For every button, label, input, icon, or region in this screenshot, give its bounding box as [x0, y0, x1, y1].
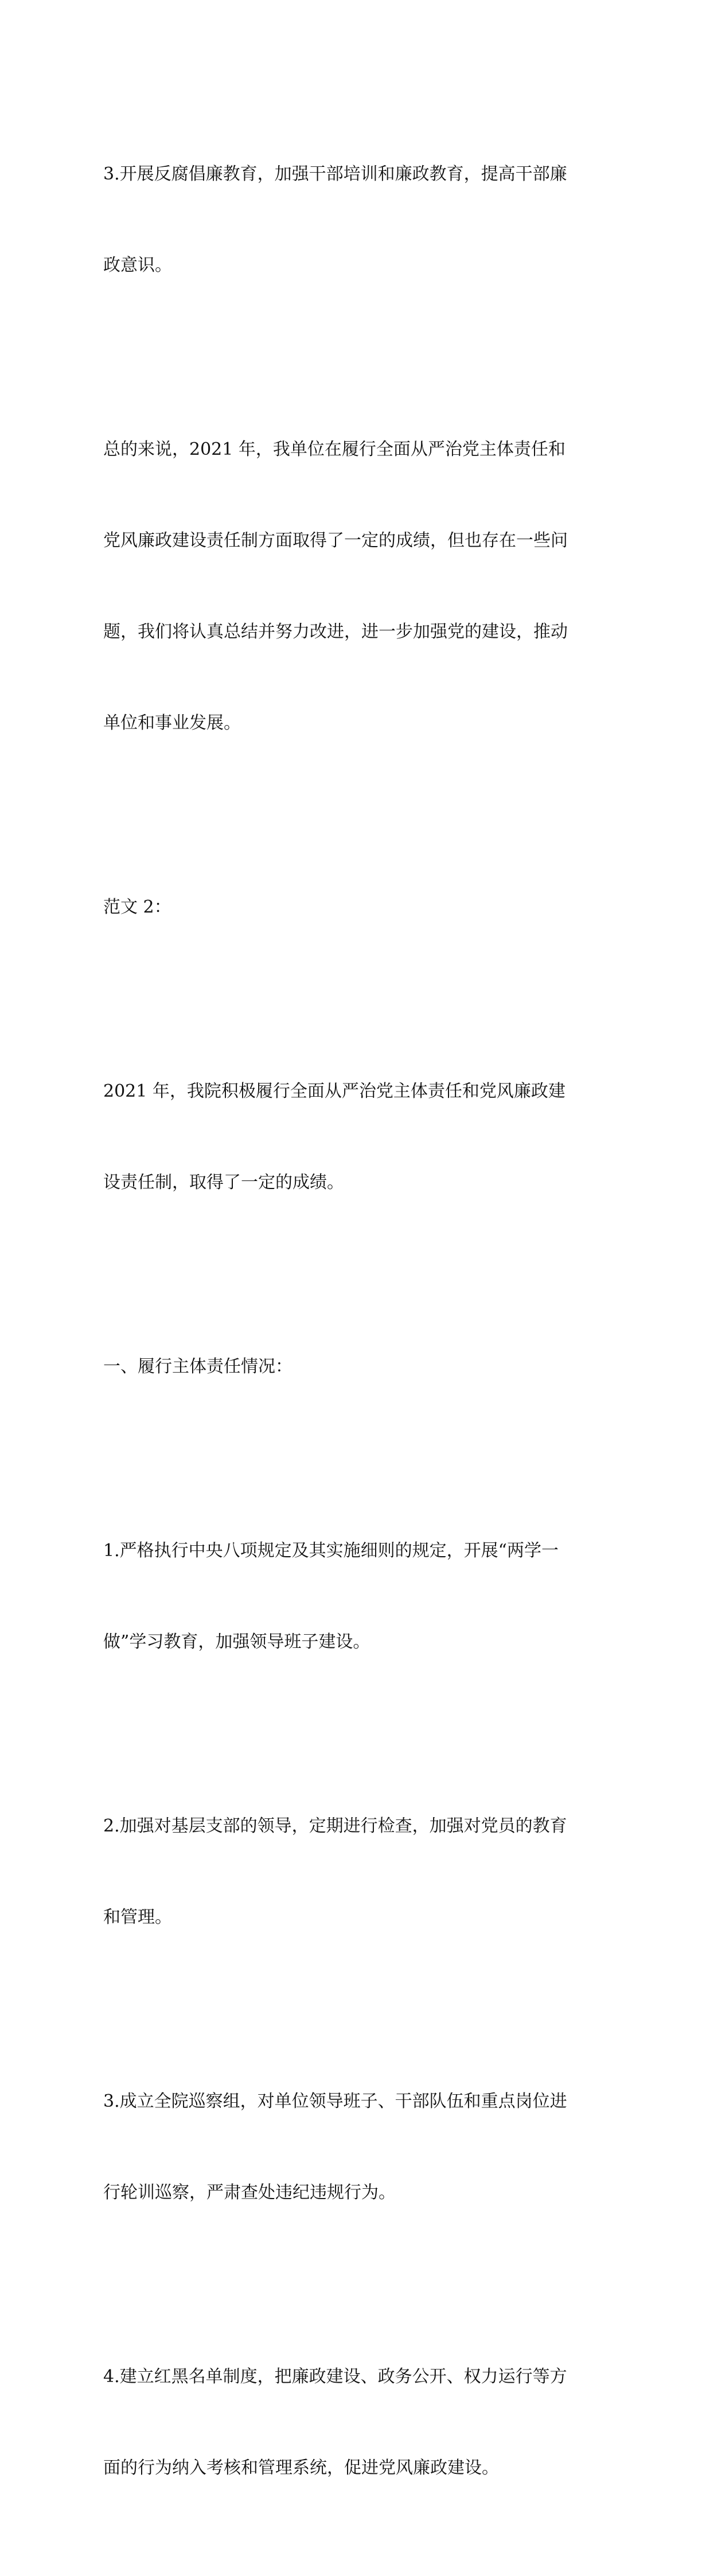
text-line: 总的来说，2021 年，我单位在履行全面从严治党主体责任和 [103, 439, 566, 459]
text-line: 党风廉政建设责任制方面取得了一定的成绩，但也存在一些问 [103, 531, 568, 551]
text-line: 2021 年，我院积极履行全面从严治党主体责任和党风廉政建 [103, 1081, 566, 1101]
text-line: 做”学习教育，加强领导班子建设。 [103, 1632, 370, 1652]
text-line: 和管理。 [103, 1907, 172, 1927]
text-line: 2.加强对基层支部的领导，定期进行检查，加强对党员的教育 [103, 1816, 567, 1836]
document-body [103, 98, 602, 2576]
paragraph-item-1 [103, 1475, 602, 1718]
paragraph-intro-2021 [103, 1015, 602, 1258]
text-line: 范文 2： [103, 897, 171, 917]
paragraph-item-2 [103, 1750, 602, 1993]
text-line: 行轮训巡察，严肃查处违纪违规行为。 [103, 2183, 396, 2203]
section-heading-responsibility [103, 1291, 602, 1443]
text-line: 3.开展反腐倡廉教育，加强干部培训和廉政教育，提高干部廉 [103, 164, 567, 184]
paragraph-item-4 [103, 2301, 602, 2544]
text-line: 面的行为纳入考核和管理系统，促进党风廉政建设。 [103, 2458, 499, 2478]
text-line: 单位和事业发展。 [103, 713, 241, 733]
text-line: 3.成立全院巡察组，对单位领导班子、干部队伍和重点岗位进 [103, 2091, 567, 2111]
section-heading-sample-2 [103, 831, 602, 983]
paragraph-item-3-anticorruption-education [103, 98, 602, 341]
text-line: 4.建立红黑名单制度，把廉政建设、政务公开、权力运行等方 [103, 2367, 567, 2387]
text-line: 题，我们将认真总结并努力改进，进一步加强党的建设，推动 [103, 622, 568, 642]
text-line: 政意识。 [103, 255, 172, 275]
paragraph-summary [103, 373, 602, 799]
text-line: 一、履行主体责任情况： [103, 1357, 292, 1377]
text-line: 设责任制，取得了一定的成绩。 [103, 1172, 344, 1192]
text-line: 1.严格执行中央八项规定及其实施细则的规定，开展“两学一 [103, 1541, 559, 1561]
paragraph-item-3 [103, 2025, 602, 2269]
